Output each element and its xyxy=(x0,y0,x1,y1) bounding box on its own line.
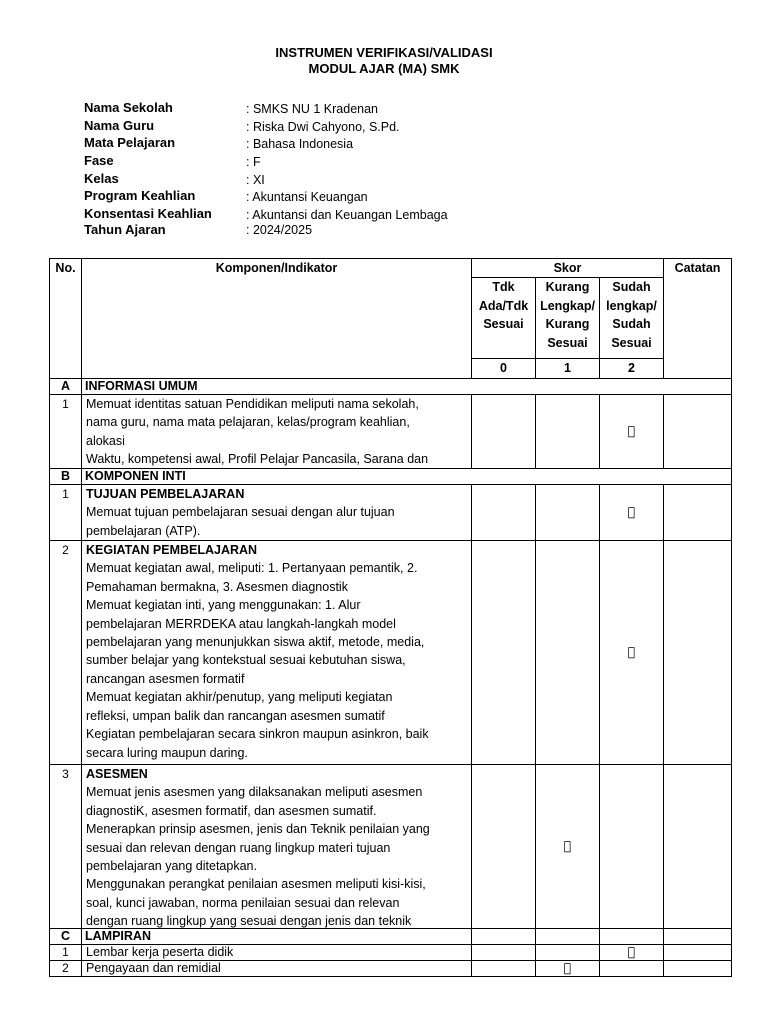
row-number: 1 xyxy=(50,394,82,468)
row-number: 1 xyxy=(50,484,82,540)
catatan-cell[interactable] xyxy=(664,394,732,468)
header-score-0: Tdk Ada/Tdk Sesuai xyxy=(472,278,536,359)
catatan-cell[interactable] xyxy=(664,484,732,540)
table-row xyxy=(50,394,732,468)
indicator-line: refleksi, umpan balik dan rancangan asesmen sumatif xyxy=(86,708,385,723)
verification-table xyxy=(49,258,732,977)
header-catatan: Catatan xyxy=(664,259,732,379)
section-title: LAMPIRAN xyxy=(82,929,472,945)
row-number: 3 xyxy=(50,765,82,929)
score-cell-0[interactable] xyxy=(472,945,536,961)
indicator-cell xyxy=(82,394,472,468)
indicator-line: Memuat tujuan pembelajaran sesuai dengan alur tujuan xyxy=(86,505,395,520)
info-value: : F xyxy=(246,155,261,169)
indicator-line: pembelajaran MERRDEKA atau langkah-langkah model xyxy=(86,616,396,631)
score-cell-0[interactable] xyxy=(472,541,536,765)
table-row xyxy=(50,484,732,540)
indicator-line: Kegiatan pembelajaran secara sinkron maupun asinkron, baik xyxy=(86,727,429,742)
section-title: INFORMASI UMUM xyxy=(82,378,732,394)
indicator-line: Memuat jenis asesmen yang dilaksanakan meliputi asesmen xyxy=(86,785,423,800)
indicator-line: sumber belajar yang kontekstual sesuai kebutuhan siswa, xyxy=(86,653,406,668)
indicator-line: Menerapkan prinsip asesmen, jenis dan Teknik penilaian yang xyxy=(86,822,430,837)
section-row xyxy=(50,378,732,394)
info-value: : 2024/2025 xyxy=(246,223,313,237)
table-row xyxy=(50,945,732,961)
indicator-line: Waktu, kompetensi awal, Profil Pelajar Pancasila, Sarana dan xyxy=(86,452,429,467)
section-title: KOMPONEN INTI xyxy=(82,468,732,484)
section-row xyxy=(50,468,732,484)
indicator-heading: KEGIATAN PEMBELAJARAN xyxy=(86,543,258,558)
indicator-line: diagnostiK, asesmen formatif, dan asesmen sumatif. xyxy=(86,803,377,818)
score-cell-1[interactable] xyxy=(536,541,600,765)
indicator-line: alokasi xyxy=(86,433,125,448)
table-row xyxy=(50,541,732,765)
indicator-line: secara luring maupun daring. xyxy=(86,745,248,760)
catatan-cell[interactable] xyxy=(664,765,732,929)
info-value: : Riska Dwi Cahyono, S.Pd. xyxy=(246,120,400,134)
score-value-1: 1 xyxy=(536,359,600,378)
score-value-2: 2 xyxy=(600,359,664,378)
header-skor: Skor xyxy=(472,259,664,278)
score-cell-0[interactable] xyxy=(472,765,536,929)
catatan-cell[interactable] xyxy=(664,945,732,961)
indicator-line: Memuat kegiatan akhir/penutup, yang meliputi kegiatan xyxy=(86,690,393,705)
score-cell-2[interactable] xyxy=(600,765,664,929)
score-cell-1[interactable] xyxy=(536,394,600,468)
score-cell-0[interactable] xyxy=(472,484,536,540)
check-mark-icon[interactable] xyxy=(600,541,664,765)
row-number: 2 xyxy=(50,541,82,765)
indicator-line: soal, kunci jawaban, norma penilaian sesuai dan relevan xyxy=(86,895,400,910)
indicator-line: pembelajaran yang ditetapkan. xyxy=(86,859,257,874)
indicator-line: pembelajaran (ATP). xyxy=(86,523,201,538)
catatan-cell[interactable] xyxy=(664,961,732,977)
row-number: 2 xyxy=(50,961,82,977)
indicator-cell xyxy=(82,765,472,929)
section-code: B xyxy=(50,468,82,484)
info-value: : SMKS NU 1 Kradenan xyxy=(246,102,379,116)
indicator-line: Pemahaman bermakna, 3. Asesmen diagnostik xyxy=(86,579,348,594)
indicator-cell xyxy=(82,484,472,540)
score-cell-1[interactable] xyxy=(536,484,600,540)
indicator-line: dengan ruang lingkup yang sesuai dengan jenis dan teknik xyxy=(86,914,412,929)
indicator-line: pembelajaran yang menunjukkan siswa aktif, metode, media, xyxy=(86,635,425,650)
check-mark-icon[interactable] xyxy=(600,945,664,961)
score-cell-1[interactable] xyxy=(536,945,600,961)
info-label: Konsentasi Keahlian xyxy=(84,206,212,221)
info-label: Nama Guru xyxy=(84,118,155,133)
indicator-line: Memuat identitas satuan Pendidikan meliputi nama sekolah, xyxy=(86,396,419,411)
table-header-row xyxy=(50,259,732,278)
indicator-line: Memuat kegiatan awal, meliputi: 1. Pertanyaan pemantik, 2. xyxy=(86,561,418,576)
score-cell-2[interactable] xyxy=(600,961,664,977)
score-value-0: 0 xyxy=(472,359,536,378)
check-mark-icon[interactable] xyxy=(600,484,664,540)
info-value: : Akuntansi dan Keuangan Lembaga xyxy=(246,208,448,222)
indicator-line: rancangan asesmen formatif xyxy=(86,671,245,686)
header-score-1: Kurang Lengkap/ Kurang Sesuai xyxy=(536,278,600,359)
table-row xyxy=(50,961,732,977)
check-mark-icon[interactable] xyxy=(536,961,600,977)
info-label: Mata Pelajaran xyxy=(84,135,176,150)
info-label: Fase xyxy=(84,153,114,168)
header-score-2: Sudah lengkap/ Sudah Sesuai xyxy=(600,278,664,359)
indicator-cell: Lembar kerja peserta didik xyxy=(82,945,472,961)
indicator-heading: TUJUAN PEMBELAJARAN xyxy=(86,486,245,501)
section-row xyxy=(50,929,732,945)
score-cell-0[interactable] xyxy=(472,961,536,977)
table-row xyxy=(50,765,732,929)
check-mark-icon[interactable] xyxy=(600,394,664,468)
header-no: No. xyxy=(50,259,82,379)
info-value: : Akuntansi Keuangan xyxy=(246,190,368,204)
score-cell-0[interactable] xyxy=(472,394,536,468)
indicator-cell xyxy=(82,541,472,765)
header-komponen: Komponen/Indikator xyxy=(82,259,472,379)
indicator-line: sesuai dan relevan dengan ruang lingkup materi tujuan xyxy=(86,840,391,855)
document-subtitle: MODUL AJAR (MA) SMK xyxy=(308,61,460,76)
indicator-line: Memuat kegiatan inti, yang menggunakan: 1. Alur xyxy=(86,598,361,613)
row-number: 1 xyxy=(50,945,82,961)
indicator-heading: ASESMEN xyxy=(86,767,148,782)
info-label: Nama Sekolah xyxy=(84,100,173,115)
indicator-line: nama guru, nama mata pelajaran, kelas/program keahlian, xyxy=(86,415,410,430)
info-value: : Bahasa Indonesia xyxy=(246,137,354,151)
check-mark-icon[interactable] xyxy=(536,765,600,929)
indicator-line: Menggunakan perangkat penilaian asesmen meliputi kisi-kisi, xyxy=(86,877,426,892)
indicator-cell: Pengayaan dan remidial xyxy=(82,961,472,977)
info-label: Program Keahlian xyxy=(84,188,196,203)
document-title: INSTRUMEN VERIFIKASI/VALIDASI xyxy=(275,45,493,60)
info-value: : XI xyxy=(246,173,265,187)
catatan-cell[interactable] xyxy=(664,541,732,765)
info-label: Kelas xyxy=(84,171,119,186)
info-label: Tahun Ajaran xyxy=(84,222,166,237)
section-code: A xyxy=(50,378,82,394)
section-code: C xyxy=(50,929,82,945)
